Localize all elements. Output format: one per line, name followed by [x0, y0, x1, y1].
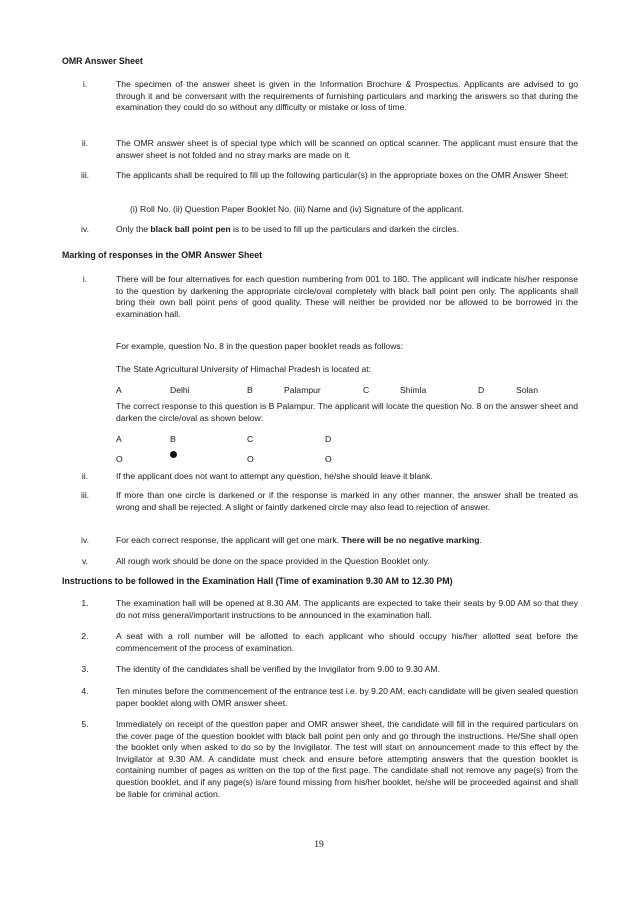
item-text: The identity of the candidates shall be verified by the Invigilator from 9.00 to 9.30 AM.: [116, 664, 440, 674]
circle-label-d: D: [325, 434, 332, 444]
item-number: iv.: [81, 224, 89, 234]
item-number: ii.: [81, 138, 89, 148]
bold-phrase: black ball point pen: [150, 224, 231, 234]
option-d-text: Solan: [516, 385, 538, 395]
item-number: 2.: [81, 631, 89, 641]
example-question: The State Agricultural University of Himachal Pradesh is located at:: [116, 364, 372, 374]
section-heading-omr-answer-sheet: OMR Answer Sheet: [62, 56, 143, 66]
item-text: The examination hall will be opened at 8.30 AM. The applicants are expected to take their seats by 9.00 AM so that they do not miss general/important instructions to be announced in the examination hall.: [116, 598, 578, 620]
option-a-letter: A: [116, 385, 122, 395]
item-number: 3.: [81, 664, 89, 674]
item-text: A seat with a roll number will be allotted to each applicant who should occupy his/her allotted seat before the commencement of the process of examination.: [116, 631, 578, 653]
item-number: 1.: [81, 598, 89, 608]
item-text: All rough work should be done on the space provided in the Question Booklet only.: [116, 556, 430, 566]
item-text: The specimen of the answer sheet is given in the Information Brochure & Prospectus. Applicants are advised to go through it and be conversant with the requirements of furnishing particulars and marking the answers so that during the examination they could do so without any difficulty or mistake or loss of time.: [116, 79, 578, 113]
example-intro: For example, question No. 8 in the question paper booklet reads as follows:: [116, 341, 404, 351]
item-text: Immediately on receipt of the question paper and OMR answer sheet, the candidate will fill in the required particulars on the cover page of the question booklet with black ball point pen only and go through the instructions. He/She shall open the booklet only when asked to do so by the Invigilator. The test will start on announcement made to this effect by the Invigilator at 9.30 AM. A candidate must check and ensure before attempting answers that the question booklet is containing number of pages as written on the top of the first page. The candidate shall not remove any page(s) from the question booklet, and if any page(s) is/are found missing from his/her booklet, he/she will be proceeded against and shall be liable for criminal action.: [116, 719, 578, 799]
page-number: 19: [314, 840, 324, 850]
item-text: If the applicant does not want to attempt any question, he/she should leave it blank.: [116, 471, 433, 481]
item-number: iii.: [80, 490, 90, 500]
item-number: iv.: [81, 535, 89, 545]
section-heading-examination-hall: Instructions to be followed in the Examination Hall (Time of examination 9.30 AM to 12.30 PM): [62, 576, 453, 586]
item-text: Only the black ball point pen is to be used to fill up the particulars and darken the circles.: [116, 224, 459, 234]
option-d-letter: D: [478, 385, 485, 395]
item-text: Ten minutes before the commencement of the entrance test i.e. by 9.20 AM, each candidate will be given sealed question paper booklet along with OMR answer sheet.: [116, 686, 578, 708]
option-b-text: Palampur: [284, 385, 321, 395]
item-text: The applicants shall be required to fill up the following particular(s) in the appropriate boxes on the OMR Answer Sheet:: [116, 170, 569, 180]
item-number: i.: [82, 274, 88, 284]
correct-response-text: The correct response to this question is B Palampur. The applicant will locate the question No. 8 on the answer sheet and darken the circle/oval as shown below:: [116, 401, 578, 423]
item-number: 5.: [81, 719, 89, 729]
empty-circle-c: O: [247, 454, 254, 464]
empty-circle-a: O: [116, 454, 123, 464]
circle-label-a: A: [116, 434, 122, 444]
particulars-list: (i) Roll No. (ii) Question Paper Booklet No. (iii) Name and (iv) Signature of the applicant.: [130, 204, 464, 214]
item-text: The OMR answer sheet is of special type which will be scanned on optical scanner. The applicant must ensure that the answer sheet is not folded and no stray marks are made on it.: [116, 138, 578, 160]
option-c-letter: C: [363, 385, 370, 395]
item-number: v.: [81, 556, 89, 566]
item-number: ii.: [81, 471, 89, 481]
empty-circle-d: O: [325, 454, 332, 464]
section-heading-marking-responses: Marking of responses in the OMR Answer Sheet: [62, 250, 263, 260]
darkened-circle-b-icon: [170, 451, 177, 458]
option-a-text: Delhi: [170, 385, 190, 395]
bold-phrase: There will be no negative marking: [341, 535, 480, 545]
circle-label-c: C: [247, 434, 254, 444]
circle-label-b: B: [170, 434, 176, 444]
item-text: There will be four alternatives for each question numbering from 001 to 180. The applicant will indicate his/her response to the question by darkening the appropriate circle/oval completely with black ball point pen only. The applicants shall bring their own ball point pens of good quality. These will neither be provided nor be allowed to be borrowed in the examination hall.: [116, 274, 578, 319]
item-text: If more than one circle is darkened or if the response is marked in any other manner, the answer shall be treated as wrong and shall be rejected. A slight or faintly darkened circle may also lead to rejection of answer.: [116, 490, 578, 512]
item-text: For each correct response, the applicant will get one mark. There will be no negative marking.: [116, 535, 482, 545]
item-number: iii.: [80, 170, 90, 180]
item-number: 4.: [81, 686, 89, 696]
option-b-letter: B: [247, 385, 253, 395]
item-number: i.: [82, 79, 88, 89]
option-c-text: Shimla: [400, 385, 427, 395]
